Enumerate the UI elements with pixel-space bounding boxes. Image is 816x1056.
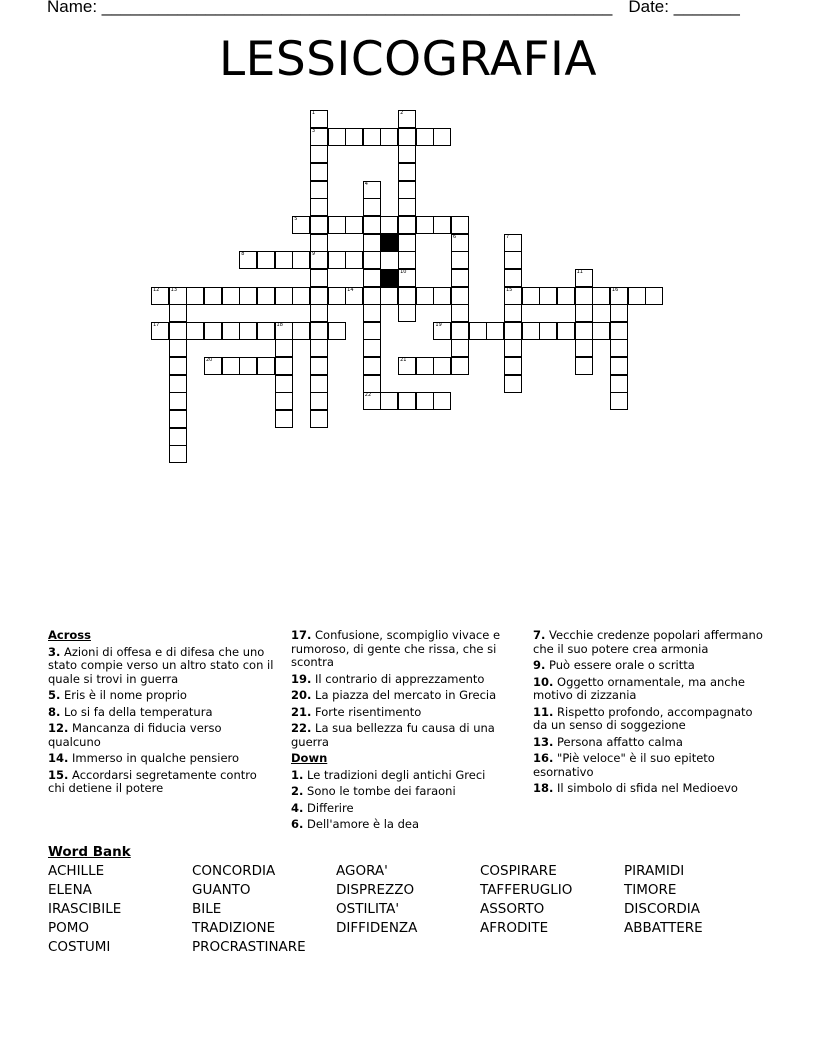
crossword-cell[interactable] [169, 304, 187, 322]
crossword-cell[interactable] [151, 287, 169, 305]
crossword-cell[interactable] [416, 216, 434, 234]
crossword-cell[interactable] [363, 181, 381, 199]
word-bank-item: DIFFIDENZA [336, 920, 418, 936]
crossword-cell[interactable] [592, 287, 610, 305]
crossword-cell[interactable] [628, 287, 646, 305]
crossword-cell[interactable] [222, 322, 240, 340]
crossword-cell[interactable] [504, 251, 522, 269]
clue-number: 11 [576, 268, 583, 275]
clue-item [48, 689, 276, 703]
crossword-cell[interactable] [451, 216, 469, 234]
crossword-cell[interactable] [380, 392, 398, 410]
crossword-cell[interactable] [363, 216, 381, 234]
crossword-cell[interactable] [575, 322, 593, 340]
crossword-cell[interactable] [504, 339, 522, 357]
word-bank-item: ABBATTERE [624, 920, 703, 936]
crossword-cell[interactable] [451, 251, 469, 269]
crossword-cell[interactable] [416, 128, 434, 146]
across-heading: Across [48, 628, 91, 642]
crossword-cell[interactable] [310, 163, 328, 181]
crossword-cell[interactable] [433, 392, 451, 410]
crossword-cell[interactable] [433, 357, 451, 375]
clue-item [291, 629, 519, 670]
crossword-cell[interactable] [239, 322, 257, 340]
clue-item-text: Le tradizioni degli antichi Greci [303, 767, 486, 782]
crossword-block [380, 269, 398, 287]
clue-number: 22 [364, 392, 372, 399]
clue-item-text: Rispetto profondo, accompagnato da un senso di soggezione [533, 704, 753, 732]
crossword-cell[interactable] [310, 269, 328, 287]
crossword-cell[interactable] [363, 357, 381, 375]
crossword-cell[interactable] [310, 304, 328, 322]
crossword-cell[interactable] [363, 251, 381, 269]
crossword-cell[interactable] [398, 181, 416, 199]
clue-item-text: Il contrario di apprezzamento [311, 671, 485, 686]
crossword-cell[interactable] [504, 357, 522, 375]
crossword-cell[interactable] [433, 128, 451, 146]
crossword-cell[interactable] [275, 410, 293, 428]
crossword-cell[interactable] [363, 269, 381, 287]
word-bank-item: AFRODITE [480, 920, 549, 936]
clue-item-text: Differire [303, 800, 354, 815]
clue-item [291, 769, 519, 783]
crossword-cell[interactable] [398, 234, 416, 252]
clue-item-number: 13. [533, 734, 554, 749]
crossword-cell[interactable] [204, 357, 222, 375]
clue-item [48, 706, 276, 720]
clue-number: 6 [453, 233, 457, 240]
crossword-cell[interactable] [310, 145, 328, 163]
clue-item-text: La piazza del mercato in Grecia [311, 688, 497, 702]
clue-item [291, 785, 519, 799]
clue-item-text: Può essere orale o scritta [545, 658, 695, 672]
crossword-cell[interactable] [592, 322, 610, 340]
word-bank-item: DISPREZZO [336, 882, 415, 898]
crossword-cell[interactable] [275, 375, 293, 393]
crossword-cell[interactable] [310, 110, 328, 128]
clue-item [291, 818, 519, 832]
clue-number: 9 [311, 251, 316, 258]
clue-item [291, 689, 519, 703]
word-bank-item: PIRAMIDI [624, 863, 685, 879]
crossword-cell[interactable] [169, 287, 187, 305]
crossword-cell[interactable] [310, 339, 328, 357]
crossword-cell[interactable] [310, 181, 328, 199]
crossword-cell[interactable] [363, 128, 381, 146]
clue-item [533, 659, 765, 673]
crossword-cell[interactable] [328, 251, 346, 269]
crossword-cell[interactable] [504, 375, 522, 393]
crossword-cell[interactable] [204, 287, 222, 305]
crossword-cell[interactable] [416, 357, 434, 375]
crossword-cell[interactable] [310, 198, 328, 216]
crossword-cell[interactable] [398, 110, 416, 128]
crossword-cell[interactable] [451, 287, 469, 305]
clue-item-number: 8. [48, 704, 61, 719]
clue-item-text: Eris è il nome proprio [60, 688, 187, 702]
crossword-cell[interactable] [416, 392, 434, 410]
down-heading: Down [291, 751, 328, 765]
clue-item [533, 706, 765, 733]
clue-item-text: La sua bellezza fu causa di una guerra [291, 721, 495, 749]
crossword-cell[interactable] [504, 304, 522, 322]
clue-number: 2 [400, 110, 404, 116]
clue-item [533, 629, 765, 656]
crossword-cell[interactable] [380, 287, 398, 305]
clue-item-number: 5. [48, 688, 61, 702]
crossword-cell[interactable] [398, 287, 416, 305]
word-bank-item: PROCRASTINARE [192, 939, 306, 955]
word-bank-item: CONCORDIA [192, 863, 276, 879]
crossword-cell[interactable] [363, 198, 381, 216]
crossword-cell[interactable] [292, 251, 310, 269]
clue-item-number: 12. [48, 721, 69, 735]
word-bank-item: ASSORTO [480, 901, 545, 917]
crossword-cell[interactable] [398, 357, 416, 375]
clue-number: 8 [241, 251, 245, 258]
clue-item-text: "Piè veloce" è il suo epiteto esornativo [533, 751, 715, 779]
crossword-cell[interactable] [610, 375, 628, 393]
crossword-cell[interactable] [398, 145, 416, 163]
crossword-cell[interactable] [522, 322, 540, 340]
clue-item-number: 20. [291, 688, 312, 702]
crossword-cell[interactable] [451, 357, 469, 375]
crossword-cell[interactable] [345, 251, 363, 269]
clue-number: 12 [153, 286, 160, 293]
crossword-cell[interactable] [186, 322, 204, 340]
clues-column-2 [291, 629, 519, 835]
crossword-cell[interactable] [310, 322, 328, 340]
crossword-cell[interactable] [433, 216, 451, 234]
clue-number: 5 [294, 215, 298, 222]
clue-item-number: 10. [533, 674, 554, 689]
crossword-cell[interactable] [398, 128, 416, 146]
crossword-cell[interactable] [363, 234, 381, 252]
word-bank-item: ELENA [48, 882, 92, 898]
clue-item-number: 16. [533, 751, 554, 765]
crossword-cell[interactable] [645, 287, 663, 305]
crossword-cell[interactable] [275, 357, 293, 375]
crossword-cell[interactable] [310, 410, 328, 428]
crossword-cell[interactable] [239, 357, 257, 375]
crossword-cell[interactable] [363, 304, 381, 322]
clue-item-number: 2. [291, 784, 304, 798]
clue-item-number: 17. [291, 628, 312, 642]
crossword-cell[interactable] [275, 339, 293, 357]
crossword-cell[interactable] [469, 322, 487, 340]
clue-item-text: Il simbolo di sfida nel Medioevo [553, 781, 738, 795]
crossword-cell[interactable] [328, 216, 346, 234]
crossword-cell[interactable] [275, 251, 293, 269]
clue-item-number: 19. [291, 671, 312, 686]
word-bank-item: IRASCIBILE [48, 901, 122, 917]
crossword-cell[interactable] [310, 251, 328, 269]
crossword-cell[interactable] [575, 304, 593, 322]
crossword-cell[interactable] [610, 287, 628, 305]
crossword-cell[interactable] [504, 234, 522, 252]
clue-item-text: Azioni di offesa e di difesa che uno stato compie verso un altro stato con il quale si trovi in guerra [48, 644, 274, 686]
clue-item-number: 9. [533, 658, 546, 672]
clue-item-text: Accordarsi segretamente contro chi detiene il potere [48, 767, 257, 795]
crossword-cell[interactable] [398, 198, 416, 216]
crossword-cell[interactable] [433, 287, 451, 305]
word-bank-item: COSPIRARE [480, 863, 557, 879]
crossword-cell[interactable] [328, 322, 346, 340]
crossword-cell[interactable] [310, 357, 328, 375]
clue-item-text: Mancanza di fiducia verso qualcuno [48, 721, 222, 749]
clue-item [291, 802, 519, 816]
crossword-cell[interactable] [169, 322, 187, 340]
crossword-cell[interactable] [257, 357, 275, 375]
clue-item-text: Immerso in qualche pensiero [68, 751, 240, 765]
clue-item-number: 15. [48, 767, 69, 782]
crossword-cell[interactable] [345, 287, 363, 305]
clue-item [533, 782, 765, 796]
clue-item [48, 752, 276, 766]
clue-number: 1 [311, 110, 316, 116]
name-field[interactable]: Name: ______________________________________________________ [47, 0, 613, 16]
clue-item-text: Oggetto ornamentale, ma anche motivo di zizzania [533, 674, 745, 702]
clue-item [291, 706, 519, 720]
word-bank-item: BILE [192, 901, 222, 917]
crossword-cell[interactable] [363, 375, 381, 393]
crossword-cell[interactable] [292, 216, 310, 234]
clue-item-number: 3. [48, 644, 61, 659]
crossword-cell[interactable] [310, 128, 328, 146]
clue-number: 21 [400, 357, 407, 364]
crossword-cell[interactable] [169, 428, 187, 446]
word-bank-item: GUANTO [192, 882, 251, 898]
crossword-cell[interactable] [451, 322, 469, 340]
crossword-cell[interactable] [257, 287, 275, 305]
crossword-cell[interactable] [257, 251, 275, 269]
clue-number: 7 [506, 233, 510, 240]
clue-item [533, 736, 765, 750]
clue-number: 14 [347, 286, 354, 293]
crossword-cell[interactable] [204, 322, 222, 340]
clue-item [291, 673, 519, 687]
clue-item [291, 722, 519, 749]
clue-item [48, 722, 276, 749]
crossword-cell[interactable] [310, 287, 328, 305]
clue-item [533, 752, 765, 779]
word-bank-item: AGORA' [336, 863, 388, 879]
crossword-grid [0, 0, 816, 480]
clue-item-number: 11. [533, 704, 554, 719]
crossword-cell[interactable] [292, 287, 310, 305]
clue-item-number: 4. [291, 800, 304, 815]
crossword-cell[interactable] [239, 251, 257, 269]
clue-item-number: 14. [48, 751, 69, 765]
crossword-cell[interactable] [522, 287, 540, 305]
crossword-cell[interactable] [380, 128, 398, 146]
clue-number: 4 [364, 180, 368, 187]
crossword-cell[interactable] [310, 392, 328, 410]
crossword-cell[interactable] [398, 163, 416, 181]
crossword-cell[interactable] [345, 216, 363, 234]
clues-column-1 [48, 629, 276, 799]
crossword-cell[interactable] [398, 269, 416, 287]
clue-item-text: Vecchie credenze popolari affermano che il suo potere crea armonia [533, 628, 763, 656]
clue-number: 10 [400, 268, 407, 275]
crossword-cell[interactable] [504, 287, 522, 305]
word-bank-heading: Word Bank [48, 844, 131, 860]
crossword-cell[interactable] [380, 216, 398, 234]
clue-number: 20 [205, 357, 213, 364]
crossword-cell[interactable] [363, 392, 381, 410]
crossword-cell[interactable] [557, 287, 575, 305]
crossword-cell[interactable] [433, 322, 451, 340]
clue-number: 13 [170, 286, 178, 293]
crossword-cell[interactable] [539, 322, 557, 340]
crossword-cell[interactable] [451, 339, 469, 357]
crossword-cell[interactable] [610, 357, 628, 375]
date-field[interactable]: Date: _______ [628, 0, 740, 16]
crossword-cell[interactable] [451, 234, 469, 252]
crossword-cell[interactable] [169, 445, 187, 463]
crossword-block [380, 234, 398, 252]
crossword-cell[interactable] [610, 304, 628, 322]
crossword-cell[interactable] [575, 357, 593, 375]
clue-item [533, 676, 765, 703]
crossword-cell[interactable] [398, 304, 416, 322]
crossword-cell[interactable] [504, 322, 522, 340]
crossword-cell[interactable] [328, 128, 346, 146]
crossword-cell[interactable] [539, 287, 557, 305]
clue-item-number: 6. [291, 817, 304, 831]
crossword-cell[interactable] [363, 322, 381, 340]
clue-item [48, 769, 276, 796]
clue-item-text: Persona affatto calma [553, 734, 683, 749]
crossword-cell[interactable] [345, 128, 363, 146]
word-bank-item: TAFFERUGLIO [480, 882, 573, 898]
crossword-cell[interactable] [328, 287, 346, 305]
crossword-cell[interactable] [151, 322, 169, 340]
clue-number: 19 [435, 321, 442, 328]
clue-item-number: 18. [533, 781, 554, 795]
crossword-cell[interactable] [504, 269, 522, 287]
crossword-cell[interactable] [169, 410, 187, 428]
crossword-cell[interactable] [610, 339, 628, 357]
clue-number: 3 [311, 127, 316, 134]
crossword-cell[interactable] [575, 339, 593, 357]
word-bank-item: DISCORDIA [624, 901, 700, 917]
crossword-cell[interactable] [275, 322, 293, 340]
crossword-cell[interactable] [169, 339, 187, 357]
crossword-cell[interactable] [310, 234, 328, 252]
crossword-cell[interactable] [363, 339, 381, 357]
crossword-cell[interactable] [610, 322, 628, 340]
crossword-cell[interactable] [292, 322, 310, 340]
clues-column-3 [533, 629, 765, 799]
clue-item-text: Confusione, scompiglio vivace e rumoroso, di gente che rissa, che si scontra [291, 628, 501, 669]
crossword-cell[interactable] [169, 357, 187, 375]
crossword-cell[interactable] [451, 304, 469, 322]
crossword-cell[interactable] [575, 269, 593, 287]
clue-item-text: Sono le tombe dei faraoni [303, 784, 456, 798]
crossword-cell[interactable] [557, 322, 575, 340]
crossword-cell[interactable] [239, 287, 257, 305]
word-bank-item: TRADIZIONE [192, 920, 276, 936]
crossword-cell[interactable] [610, 392, 628, 410]
crossword-cell[interactable] [310, 216, 328, 234]
clue-number: 16 [611, 286, 619, 293]
crossword-cell[interactable] [398, 251, 416, 269]
crossword-cell[interactable] [310, 375, 328, 393]
crossword-cell[interactable] [222, 357, 240, 375]
clue-item-number: 21. [291, 704, 312, 719]
crossword-cell[interactable] [222, 287, 240, 305]
clue-item-text: Forte risentimento [311, 704, 422, 719]
clue-number: 15 [506, 286, 513, 293]
crossword-cell[interactable] [363, 287, 381, 305]
clue-item-number: 7. [533, 628, 546, 642]
crossword-cell[interactable] [186, 287, 204, 305]
word-bank-item: POMO [48, 920, 90, 936]
clue-item-text: Lo si fa della temperatura [60, 704, 213, 719]
crossword-cell[interactable] [169, 392, 187, 410]
puzzle-title: LESSICOGRAFIA [218, 32, 598, 87]
word-bank-item: TIMORE [624, 882, 677, 898]
crossword-cell[interactable] [169, 375, 187, 393]
word-bank-item: OSTILITA' [336, 901, 400, 917]
clue-item-text: Dell'amore è la dea [303, 817, 420, 831]
clue-item-number: 22. [291, 721, 312, 735]
crossword-cell[interactable] [416, 287, 434, 305]
clue-number: 17 [153, 321, 160, 328]
crossword-cell[interactable] [398, 216, 416, 234]
crossword-cell[interactable] [486, 322, 504, 340]
crossword-cell[interactable] [451, 269, 469, 287]
crossword-cell[interactable] [275, 287, 293, 305]
crossword-cell[interactable] [275, 392, 293, 410]
crossword-cell[interactable] [398, 392, 416, 410]
word-bank-item: COSTUMI [48, 939, 111, 955]
clue-number: 18 [276, 321, 283, 328]
word-bank-item: ACHILLE [48, 863, 105, 879]
clue-item [48, 646, 276, 687]
crossword-cell[interactable] [575, 287, 593, 305]
crossword-cell[interactable] [257, 322, 275, 340]
clue-item-number: 1. [291, 767, 304, 782]
